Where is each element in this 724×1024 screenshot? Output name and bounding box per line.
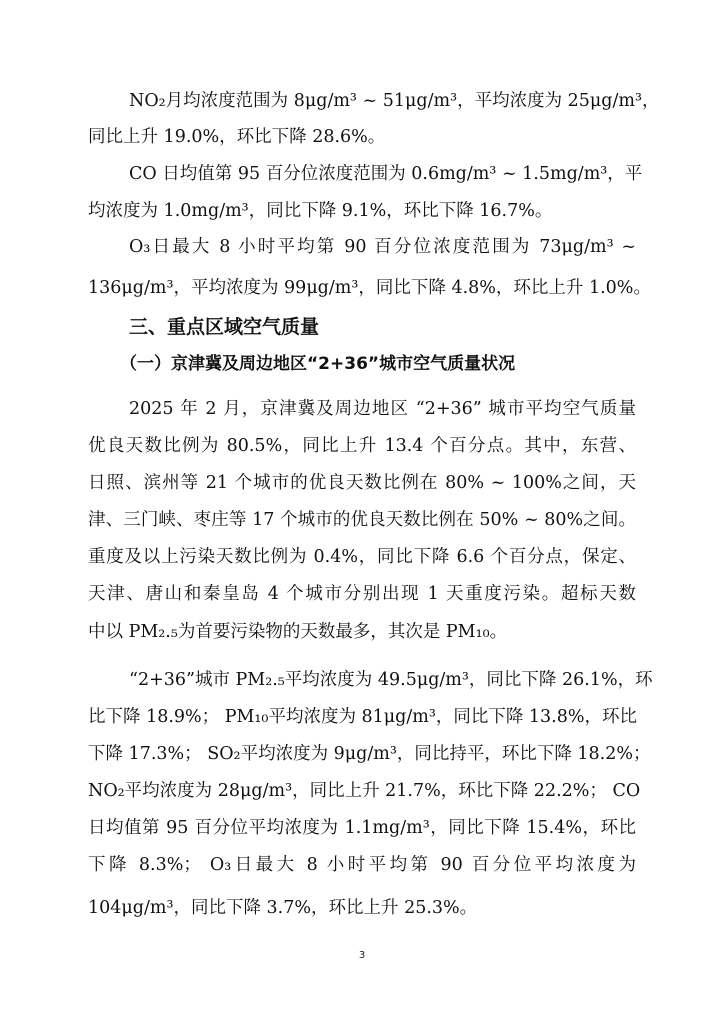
paragraph-line bbox=[0, 465, 724, 501]
line-text: 2025 年 2 月，京津冀及周边地区 “2+36” 城市平均空气质量 bbox=[129, 399, 636, 419]
line-text: NO₂月均浓度范围为 8μg/m³ ~ 51μg/m³，平均浓度为 25μg/m³， bbox=[129, 91, 660, 111]
subsection-heading-text: （一）京津冀及周边地区“2+36”城市空气质量状况 bbox=[120, 354, 516, 374]
line-text: NO₂平均浓度为 28μg/m³，同比上升 21.7%，环比下降 22.2%； CO bbox=[88, 781, 641, 801]
paragraph-line bbox=[0, 773, 724, 809]
line-text: “2+36”城市 PM₂.₅平均浓度为 49.5μg/m³，同比下降 26.1%，环 bbox=[129, 670, 653, 690]
line-text: 津、三门峡、枣庄等 17 个城市的优良天数比例在 50% ~ 80%之间。 bbox=[88, 510, 636, 530]
body-line bbox=[0, 270, 724, 306]
line-text: CO 日均值第 95 百分位浓度范围为 0.6mg/m³ ~ 1.5mg/m³，平 bbox=[129, 164, 643, 184]
line-text: 日照、滨州等 21 个城市的优良天数比例在 80% ~ 100%之间，天 bbox=[88, 473, 636, 493]
paragraph-line bbox=[0, 391, 724, 427]
paragraph-line bbox=[0, 699, 724, 735]
paragraph-line bbox=[0, 502, 724, 538]
page-number: 3 bbox=[358, 950, 366, 961]
paragraph-line bbox=[0, 847, 724, 883]
body-line bbox=[0, 119, 724, 155]
subsection-heading bbox=[0, 346, 724, 382]
line-text: 104μg/m³，同比下降 3.7%，环比上升 25.3%。 bbox=[88, 898, 478, 918]
line-text: 天津、唐山和秦皇岛 4 个城市分别出现 1 天重度污染。超标天数 bbox=[88, 584, 636, 604]
line-text: 同比上升 19.0%，环比下降 28.6%。 bbox=[88, 127, 386, 147]
line-text: 优良天数比例为 80.5%，同比上升 13.4 个百分点。其中，东营、 bbox=[88, 436, 636, 456]
body-line bbox=[0, 193, 724, 229]
line-text: 重度及以上污染天数比例为 0.4%，同比下降 6.6 个百分点，保定、 bbox=[88, 547, 636, 567]
section-heading-text: 三、重点区域空气质量 bbox=[129, 316, 320, 338]
paragraph-line bbox=[0, 614, 724, 650]
line-text: 比下降 18.9%； PM₁₀平均浓度为 81μg/m³，同比下降 13.8%，环比 bbox=[88, 707, 638, 727]
body-line bbox=[0, 156, 724, 192]
line-text: 下降 8.3%； O₃日最大 8 小时平均第 90 百分位平均浓度为 bbox=[88, 855, 636, 875]
line-text: 中以 PM₂.₅为首要污染物的天数最多，其次是 PM₁₀。 bbox=[88, 622, 508, 642]
line-text: O₃日最大 8 小时平均第 90 百分位浓度范围为 73μg/m³ ~ bbox=[129, 237, 636, 257]
paragraph-line bbox=[0, 428, 724, 464]
line-text: 均浓度为 1.0mg/m³，同比下降 9.1%，环比下降 16.7%。 bbox=[88, 201, 553, 221]
paragraph-line bbox=[0, 736, 724, 772]
line-text: 下降 17.3%； SO₂平均浓度为 9μg/m³，同比持平，环比下降 18.2%； bbox=[88, 744, 651, 764]
line-text: 136μg/m³，平均浓度为 99μg/m³，同比下降 4.8%，环比上升 1.0%。 bbox=[88, 278, 651, 298]
body-line bbox=[0, 83, 724, 119]
line-text: 日均值第 95 百分位平均浓度为 1.1mg/m³，同比下降 15.4%，环比 bbox=[88, 818, 636, 838]
paragraph-line bbox=[0, 576, 724, 612]
paragraph-line bbox=[0, 662, 724, 698]
body-line bbox=[0, 229, 724, 265]
paragraph-line bbox=[0, 539, 724, 575]
paragraph-line bbox=[0, 810, 724, 846]
section-heading bbox=[0, 309, 724, 345]
paragraph-line bbox=[0, 890, 724, 926]
